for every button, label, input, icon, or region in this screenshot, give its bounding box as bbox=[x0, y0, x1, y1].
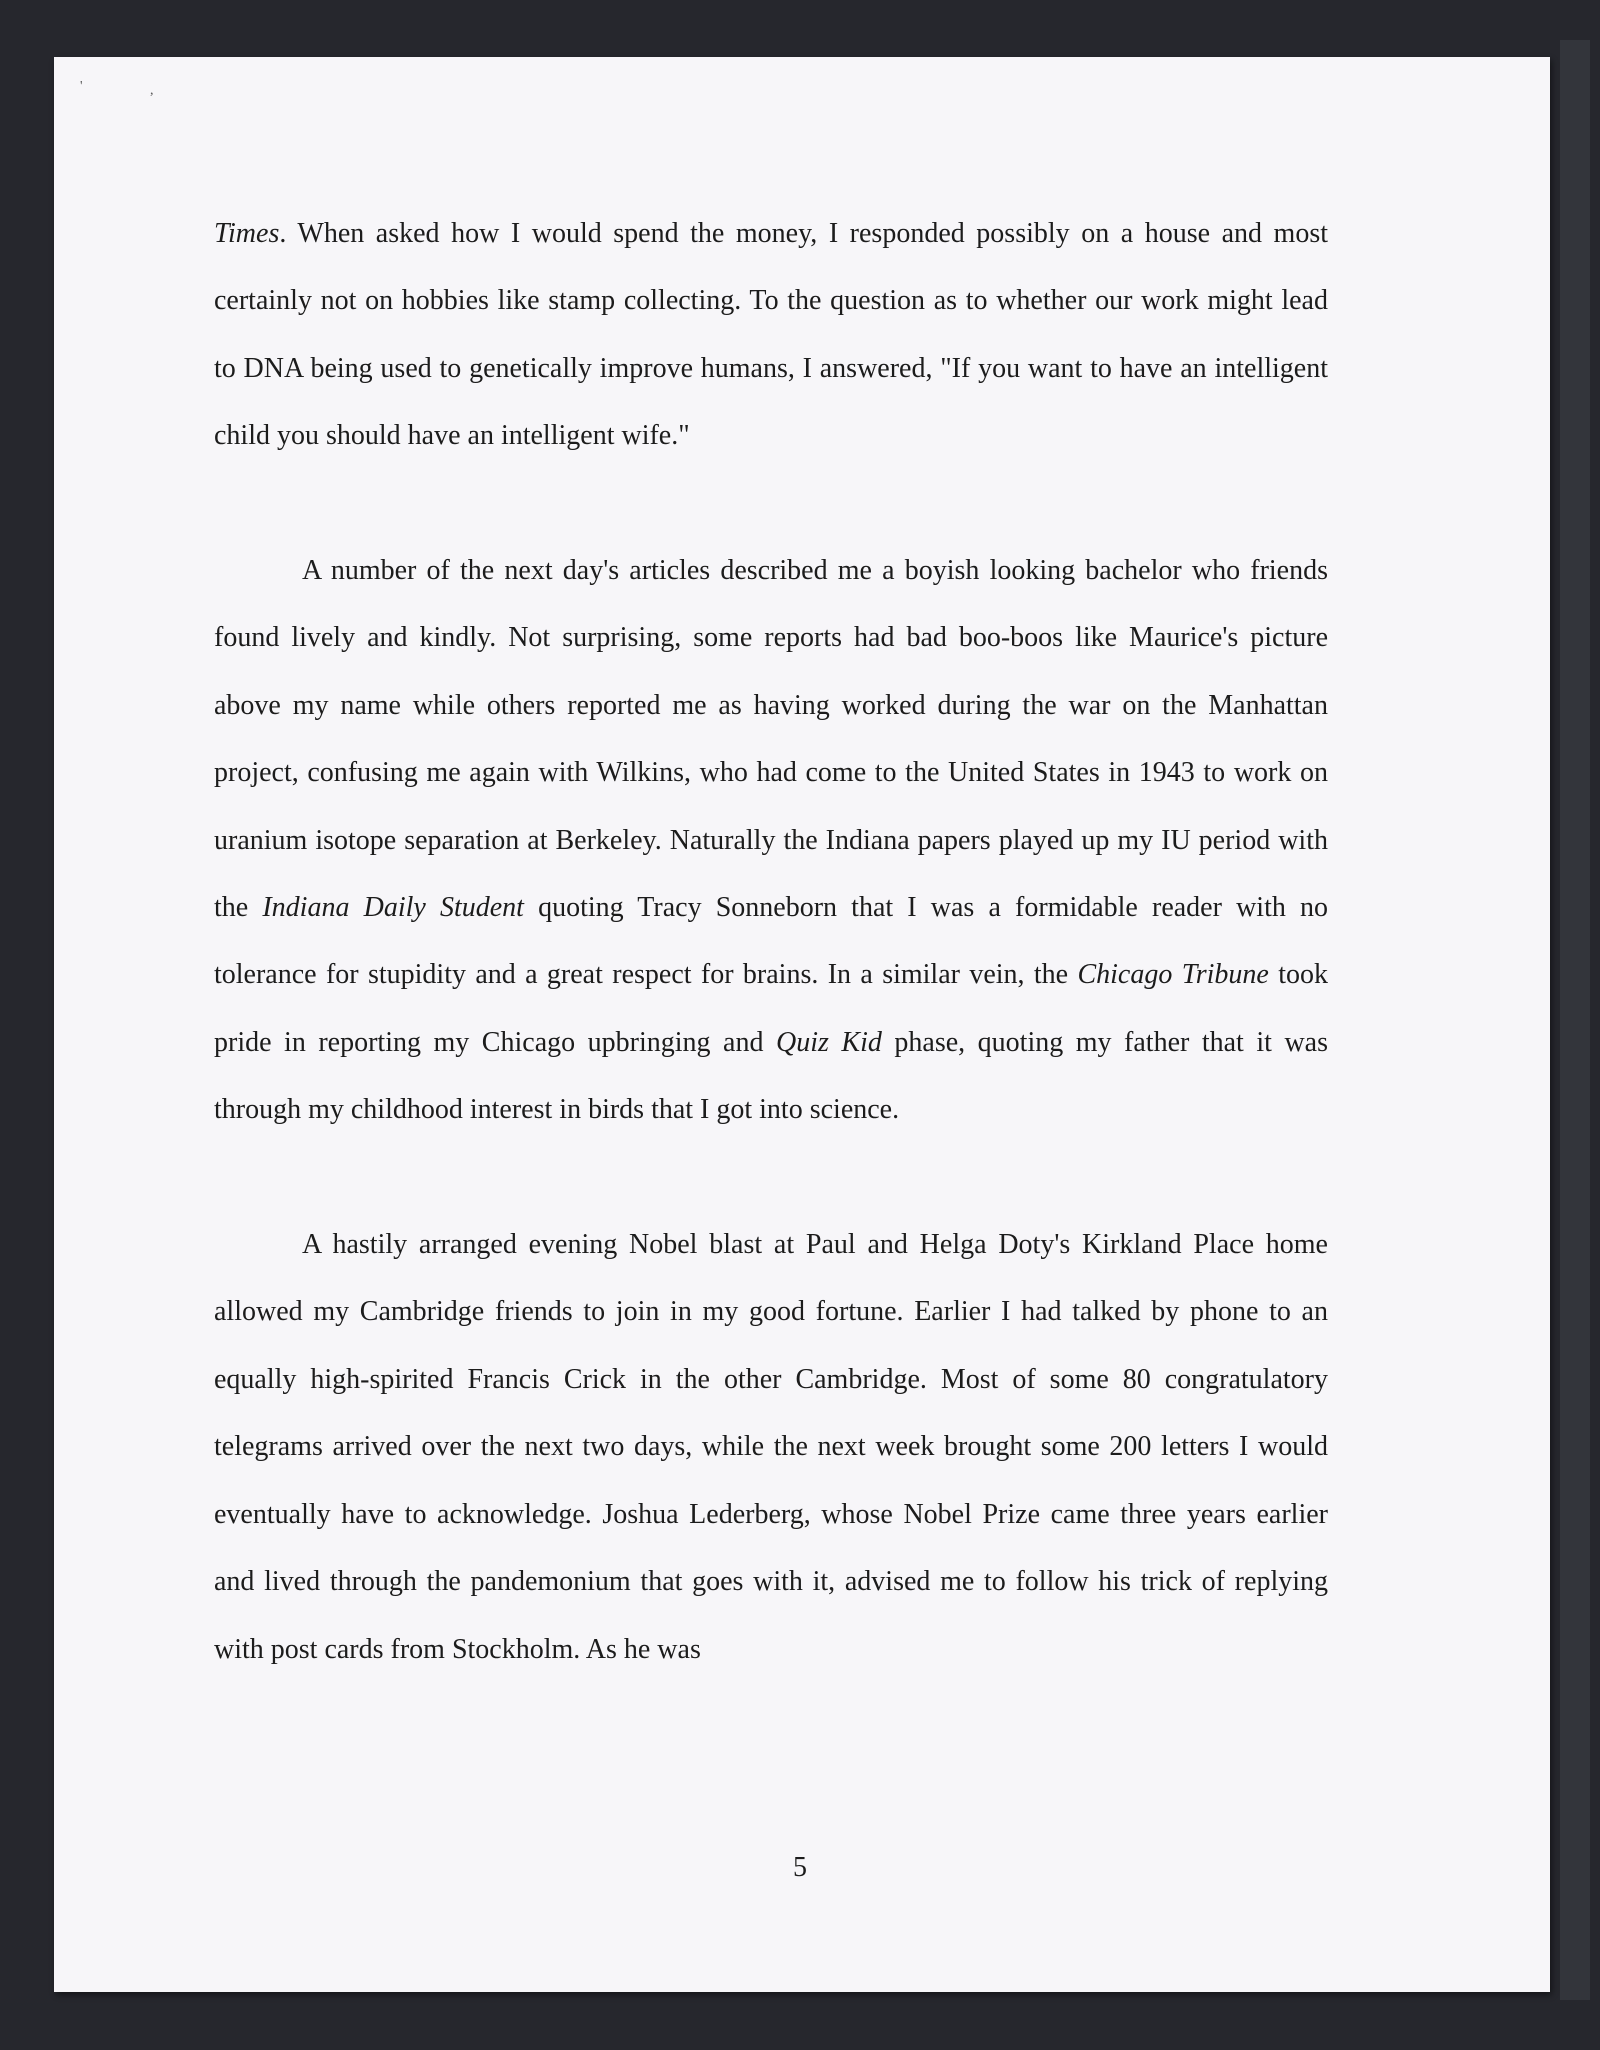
paragraph-3-segment-1: A hastily arranged evening Nobel blast at Paul and Helga Doty's Kirkland Place home allowed my Cambridge friends to join in my good fortune. Earlier I had talked by phone to an equally high-spirited Francis Crick in the other Cambridge. Most of some 80 congratulatory telegrams arrived over the next two days, while the next week brought some 200 letters I would eventually have to acknowledge. Joshua Lederberg, whose Nobel Prize came three years earlier and lived through the pandemonium that goes with it, advised me to follow his trick of replying with post cards from Stockholm. As he was bbox=[214, 1229, 1328, 1665]
page-number: 5 bbox=[793, 1852, 807, 1883]
paragraph-2-segment-6: Quiz Kid bbox=[776, 1026, 882, 1058]
paragraph-3 bbox=[214, 1211, 1328, 1683]
stray-mark: , bbox=[150, 83, 154, 98]
paragraph-2-segment-3: quoting Tracy Sonneborn that I was a formidable reader with no tolerance for stupidity and a great respect for brains. In a similar vein, the bbox=[214, 892, 1328, 991]
paragraph-1 bbox=[214, 200, 1328, 470]
scan-background-edge bbox=[1560, 40, 1590, 2000]
paragraph-1-segment-1: Times bbox=[214, 218, 280, 249]
paragraph-1-segment-2: . When asked how I would spend the money, I responded possibly on a house and most certainly not on hobbies like stamp collecting. To the question as to whether our work might lead to DNA being used to genetically improve humans, I answered, "If you want to have an intelligent child you should have an intelligent wife." bbox=[214, 218, 1328, 452]
paragraph-2-segment-5: took pride in reporting my Chicago upbringing and bbox=[214, 959, 1329, 1058]
stray-mark: ' bbox=[80, 79, 83, 94]
body-text bbox=[214, 200, 1328, 1683]
paragraph-2-segment-4: Chicago Tribune bbox=[1077, 959, 1269, 991]
paragraph-2-segment-1: A number of the next day's articles described me a boyish looking bachelor who friends found lively and kindly. Not surprising, some reports had bad boo-boos like Maurice's picture above my name while others reported me as having worked during the war on the Manhattan project, confusing me again with Wilkins, who had come to the United States in 1943 to work on uranium isotope separation at Berkeley. Naturally the Indiana papers played up my IU period with the bbox=[214, 555, 1328, 924]
paragraph-2-segment-2: Indiana Daily Student bbox=[262, 892, 524, 924]
paragraph-2 bbox=[214, 537, 1328, 1144]
paragraph-2-segment-7: phase, quoting my father that it was through my childhood interest in birds that I got into science. bbox=[214, 1026, 1328, 1126]
